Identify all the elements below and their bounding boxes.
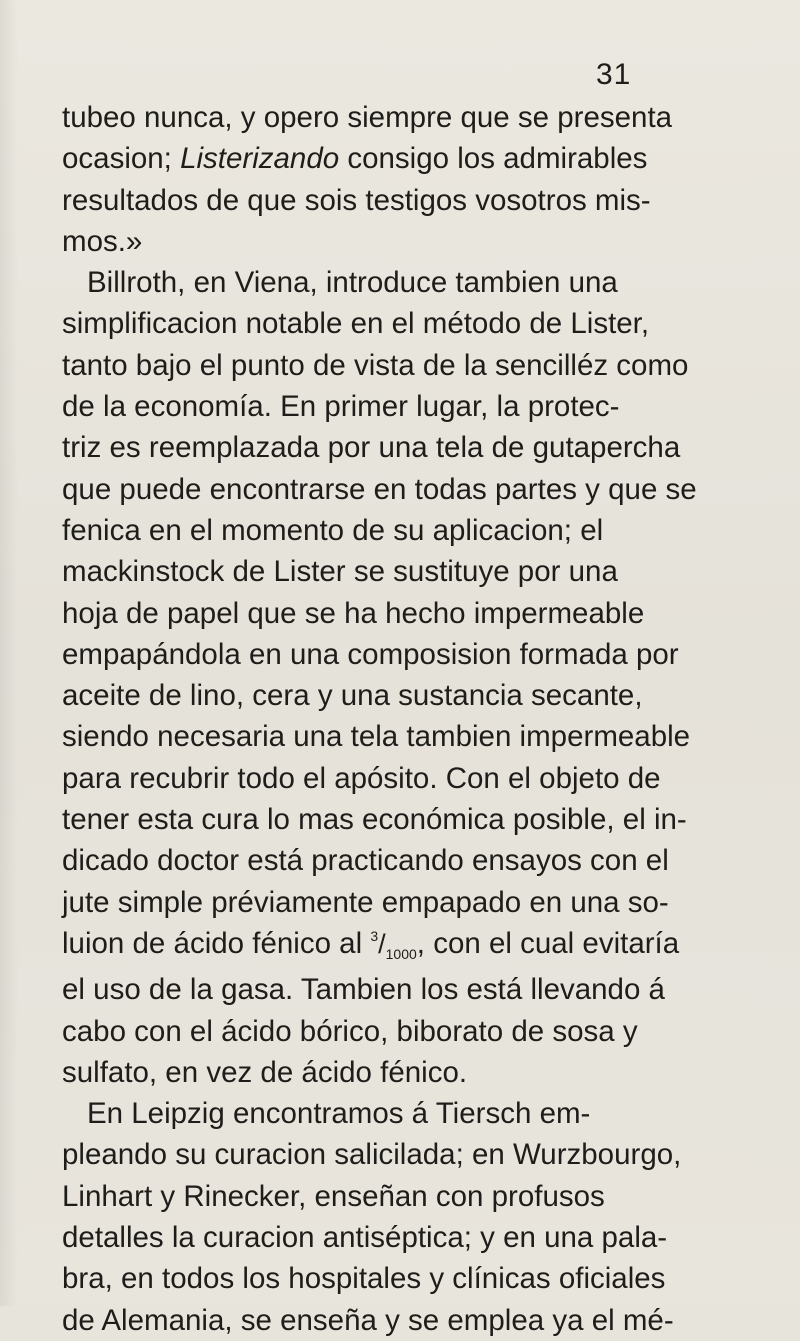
italic-term: Listerizando bbox=[180, 142, 340, 176]
text-line bbox=[62, 138, 762, 179]
text-line: de la economía. En primer lugar, la protec- bbox=[62, 390, 620, 424]
text-line: dicado doctor está practicando ensayos con el bbox=[62, 844, 669, 878]
text-line: empapándola en una composision formada por bbox=[62, 637, 679, 671]
text-line: para recubrir todo el apósito. Con el objeto de bbox=[62, 761, 661, 795]
text-line: resultados de que sois testigos vosotros mis- bbox=[62, 183, 651, 217]
text-line: fenica en el momento de su aplicacion; el bbox=[62, 513, 604, 547]
text-line: triz es reemplazada por una tela de gutapercha bbox=[62, 431, 681, 465]
text-segment: luion de ácido fénico al bbox=[62, 926, 371, 960]
text-line: mos.» bbox=[62, 224, 143, 258]
fraction-numerator: 3 bbox=[370, 927, 379, 944]
text-line: bra, en todos los hospitales y clínicas oficiales bbox=[62, 1262, 666, 1296]
fraction-slash: / bbox=[378, 928, 386, 959]
text-line: Linhart y Rinecker, enseñan con profusos bbox=[62, 1179, 605, 1213]
text-line: mackinstock de Lister se sustituye por una bbox=[62, 555, 618, 589]
text-segment: ocasion; bbox=[62, 142, 181, 176]
text-line: el uso de la gasa. Tambien los está llevando á bbox=[62, 973, 665, 1007]
text-line: de Alemania, se enseña y se emplea ya el mé- bbox=[62, 1303, 674, 1337]
text-segment: , con el cual evitaría bbox=[416, 926, 680, 960]
text-line: jute simple préviamente empapado en una so- bbox=[62, 885, 669, 919]
text-line: que puede encontrarse en todas partes y que se bbox=[62, 472, 697, 506]
text-line: detalles la curacion antiséptica; y en una pala- bbox=[62, 1221, 668, 1255]
text-line: sulfato, en vez de ácido fénico. bbox=[62, 1055, 468, 1089]
page-number: 31 bbox=[596, 58, 632, 91]
text-line: aceite de lino, cera y una sustancia secante, bbox=[62, 679, 643, 713]
paragraph-first-line: Billroth, en Viena, introduce tambien una bbox=[87, 266, 618, 300]
text-line: tener esta cura lo mas económica posible, el in- bbox=[62, 803, 687, 837]
paragraph-first-line: En Leipzig encontramos á Tiersch em- bbox=[87, 1097, 591, 1131]
text-line: pleando su curacion salicilada; en Wurzbourgo, bbox=[62, 1138, 682, 1172]
text-segment: consigo los admirables bbox=[339, 142, 648, 176]
text-line: simplificacion notable en el método de Lister, bbox=[62, 307, 650, 341]
text-line bbox=[62, 923, 762, 969]
fraction-denominator: 1000 bbox=[385, 945, 417, 962]
text-line: tubeo nunca, y opero siempre que se presenta bbox=[62, 101, 673, 134]
text-line: siendo necesaria una tela tambien impermeable bbox=[62, 720, 691, 754]
text-line: hoja de papel que se ha hecho impermeable bbox=[62, 596, 645, 630]
text-line: tanto bajo el punto de vista de la sencilléz como bbox=[62, 348, 689, 382]
fraction bbox=[370, 927, 417, 962]
text-line: cabo con el ácido bórico, biborato de sosa y bbox=[62, 1014, 638, 1048]
body-text bbox=[62, 97, 762, 1341]
